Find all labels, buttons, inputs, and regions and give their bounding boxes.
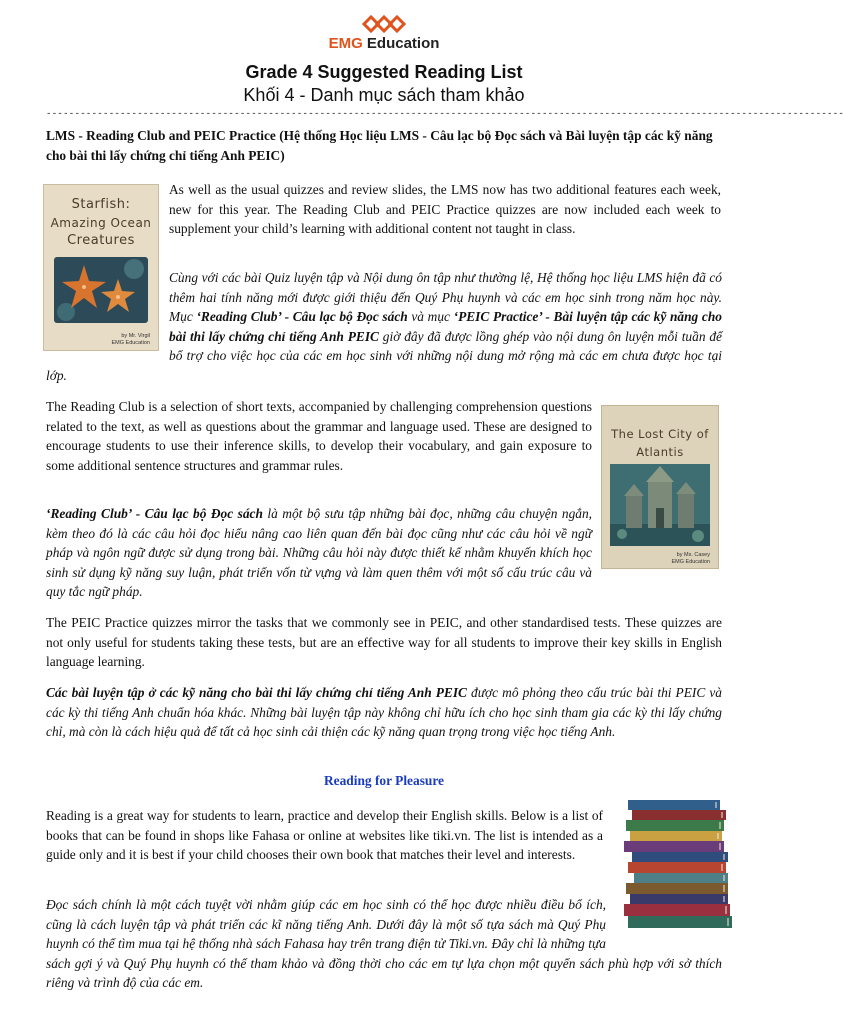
book1-title-line1: Starfish: [71, 197, 131, 212]
book2-publisher: EMG Education [671, 559, 710, 565]
dashed-divider: -------------------------------------------------------------------------------------------------------------------------------------------- [46, 109, 844, 119]
lms-paragraph-vi-3: Các bài luyện tập ở các kỹ năng cho bài thi lấy chứng chỉ tiếng Anh PEIC được mô phỏng theo cấu trúc bài thi PEIC và các kỳ thi tiếng Anh chuẩn hóa khác. Những bài luyện tập này không chỉ hữu ích cho học sinh tham gia các kỳ thi lấy chứng chỉ, mà còn là cách hiệu quả để tất cả học sinh cải thiện các kỹ năng quan trọng trong việc học tiếng Anh. [46, 685, 722, 739]
atlantis-book-cover [601, 405, 719, 569]
page-subtitle: Khối 4 - Danh mục sách tham khảo [243, 85, 525, 105]
lms-paragraph-en-1: As well as the usual quizzes and review slides, the LMS now has two additional features each week, new for this year. The Reading Club and PEIC Practice quizzes are now included each week to supplement your child’s learning with additional content not taught in class. [169, 182, 721, 236]
book2-title-line1: The Lost City of [611, 427, 709, 441]
lms-paragraph-vi-2: ‘Reading Club’ - Câu lạc bộ Đọc sách là một bộ sưu tập những bài đọc, những câu chuyện ngắn, kèm theo đó là các câu hỏi đọc hiểu nâng cao liên quan đến bài đọc cũng như các câu hỏi về ngữ pháp và ngôn ngữ được sử dụng trong bài. Những câu hỏi này được thiết kế nhằm khuyến khích học sinh sử dụng kỹ năng suy luận, phát triển vốn từ vựng và làm quen thêm với một số cấu trúc câu và quy tắc ngữ pháp. [46, 506, 593, 599]
book1-title-line2: Amazing Ocean [50, 216, 152, 230]
emg-logo-icon [360, 14, 408, 34]
pleasure-paragraph-en: Reading is a great way for students to learn, practice and develop their English skills. Below is a list of books that can be found in shops like Fahasa or online at websites like tiki.vn. The list is intended as a guide only and it is best if your child chooses their own book that matches their level and interests. [46, 808, 603, 862]
pleasure-paragraph-vi: Đọc sách chính là một cách tuyệt vời nhằm giúp các em học sinh có thể học được nhiều điều bổ ích, cũng là cách luyện tập và phát triển các kĩ năng tiếng Anh. Dưới đây là một số tựa sách mà Quý Phụ huynh có thể tìm mua tại hệ thống nhà sách Fahasa hay trên trang điện tử Tiki.vn. Đây chỉ là những tựa sách gợi ý và Quý Phụ huynh có thể tham khảo và đồng thời cho các em tự lựa chọn một quyển sách phù hợp với sở thích riêng và trình độ của các em. [46, 897, 722, 990]
book1-title-line3: Creatures [67, 233, 135, 248]
lms-section-heading: LMS - Reading Club and PEIC Practice (Hệ thống Học liệu LMS - Câu lạc bộ Đọc sách và Bài luyện tập các kỹ năng cho bài thi lấy chứng chỉ tiếng Anh PEIC) [46, 128, 713, 163]
book2-author: by Ms. Casey [676, 552, 710, 558]
book2-title-line2: Atlantis [636, 445, 684, 459]
lms-paragraph-en-2: The Reading Club is a selection of short texts, accompanied by challenging comprehension questions related to the text, as well as questions about the grammar and language used. These are designed to encourage students to use their inference skills, to develop their vocabulary, and gain exposure to some additional sentence structures and grammar rules. [46, 399, 592, 473]
book1-author: by Mr. Virgil [121, 333, 150, 339]
page-title: Grade 4 Suggested Reading List [245, 62, 523, 82]
atlantis-city-illustration-icon [610, 464, 710, 546]
reading-for-pleasure-heading: Reading for Pleasure [323, 773, 444, 788]
lms-paragraph-vi-1: Cùng với các bài Quiz luyện tập và Nội dung ôn tập như thường lệ, Hệ thống học liệu LMS hiện đã có thêm hai tính năng mới được giới thiệu đến Quý Phụ huynh và các em học sinh trong năm học này. Mục ‘Reading Club’ - Câu lạc bộ Đọc sách và mục ‘PEIC Practice’ - Bài luyện tập các kỹ năng cho bài thi lấy chứng chỉ tiếng Anh PEIC giờ đây đã được lồng ghép vào nội dung ôn luyện mỗi tuần để bổ trợ cho việc học của các em học sinh với những nội dung mở rộng mà các em chưa được học tại lớp. [46, 270, 722, 383]
brand-logo [0, 14, 768, 52]
lms-paragraph-en-3: The PEIC Practice quizzes mirror the tasks that we commonly see in PEIC, and other standardised tests. These quizzes are not only useful for students taking these tests, but are an effective way for all students to improve their key skills in English language learning. [46, 615, 722, 669]
brand-name: EMG Education [328, 35, 440, 52]
book1-publisher: EMG Education [111, 340, 150, 346]
